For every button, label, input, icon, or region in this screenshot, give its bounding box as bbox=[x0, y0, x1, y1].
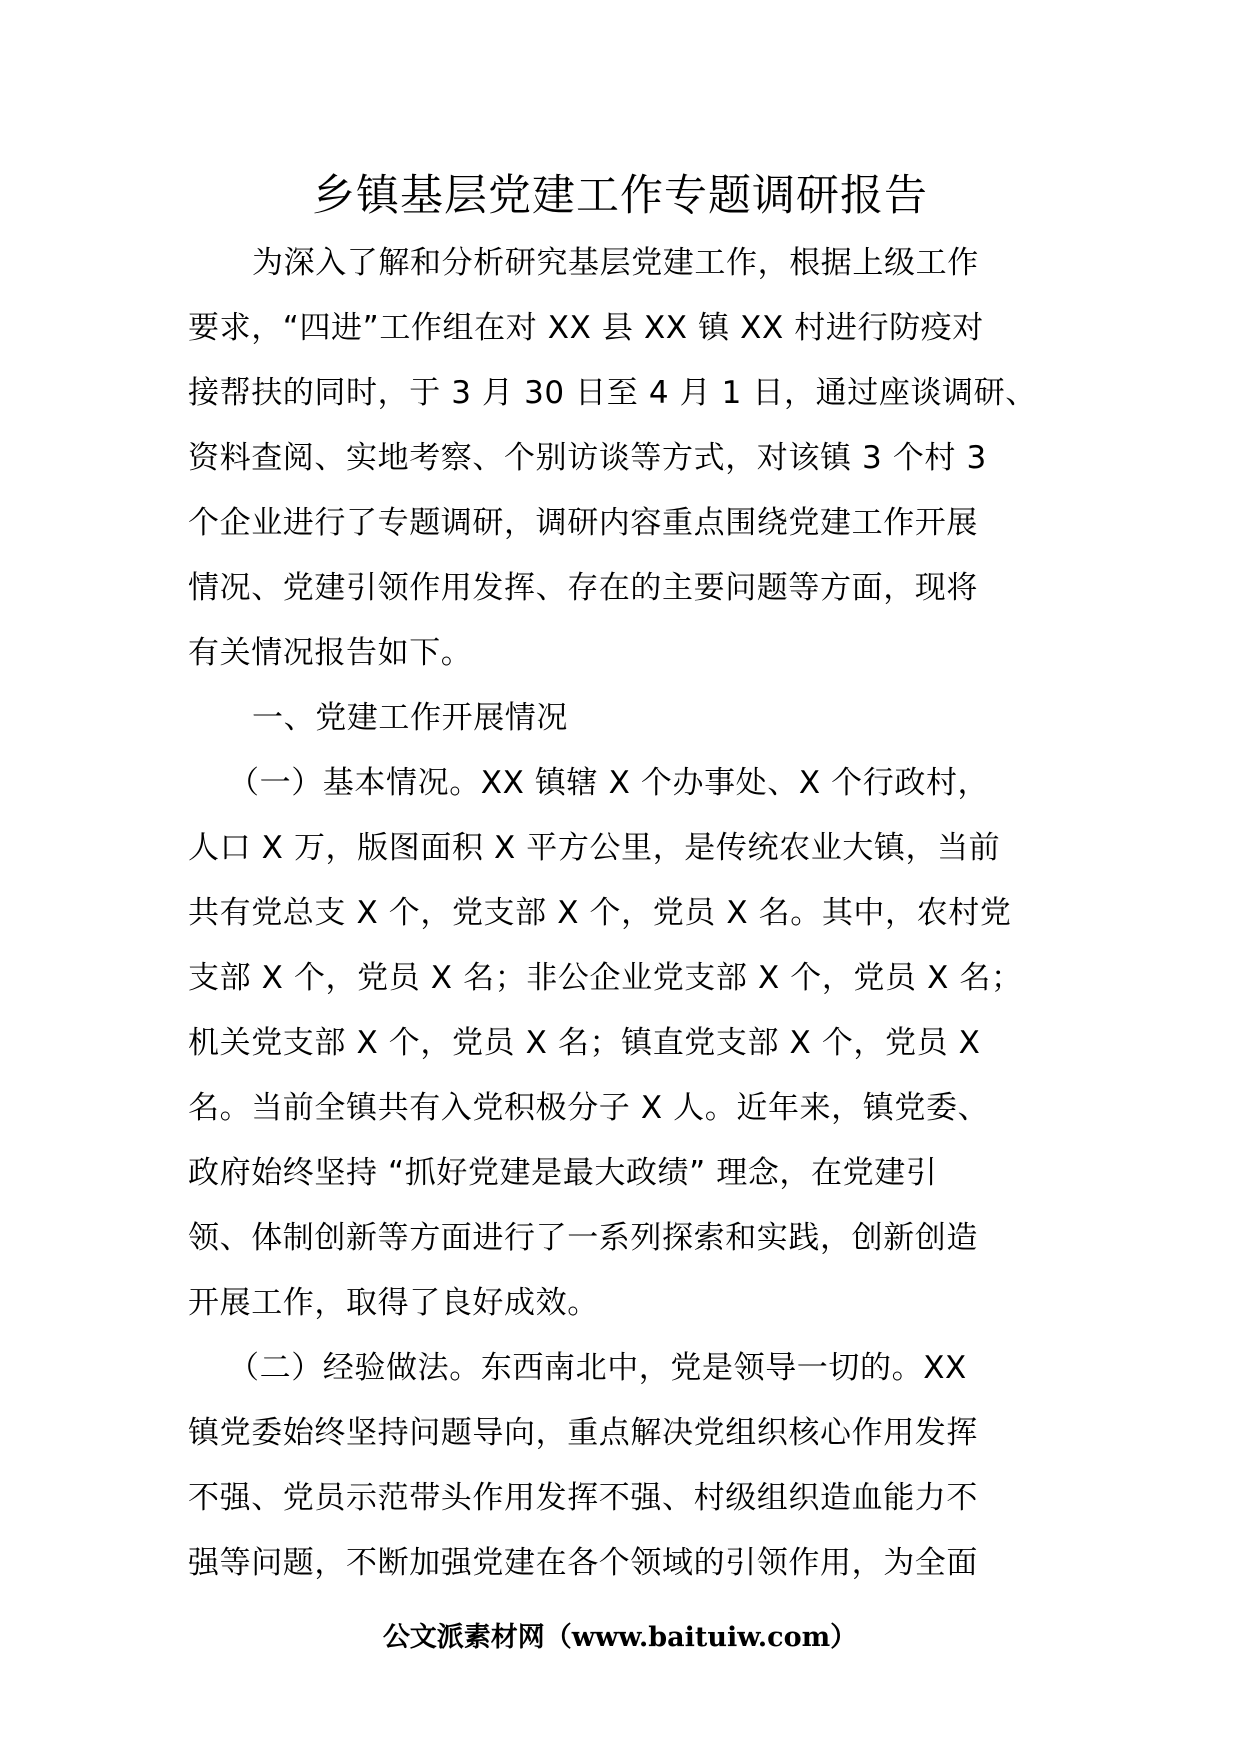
paragraph-line: 资料查阅、实地考察、个别访谈等方式，对该镇 3 个村 3 bbox=[188, 440, 987, 476]
paragraph-line: 机关党支部 X 个，党员 X 名；镇直党支部 X 个，党员 X bbox=[188, 1025, 981, 1061]
paragraph-line: 接帮扶的同时，于 3 月 30 日至 4 月 1 日，通过座谈调研、 bbox=[188, 375, 1037, 411]
paragraph-line: （二）经验做法。东西南北中，党是领导一切的。XX bbox=[228, 1350, 967, 1386]
paragraph-line: 名。当前全镇共有入党积极分子 X 人。近年来，镇党委、 bbox=[188, 1090, 990, 1126]
paragraph-line: 不强、党员示范带头作用发挥不强、村级组织造血能力不 bbox=[188, 1480, 978, 1516]
paragraph-line: 支部 X 个，党员 X 名；非公企业党支部 X 个，党员 X 名； bbox=[188, 960, 1023, 996]
paragraph-line: （一）基本情况。XX 镇辖 X 个办事处、X 个行政村， bbox=[228, 765, 990, 801]
paragraph-line: 人口 X 万，版图面积 X 平方公里，是传统农业大镇，当前 bbox=[188, 830, 1001, 866]
paragraph-line: 个企业进行了专题调研，调研内容重点围绕党建工作开展 bbox=[188, 505, 978, 541]
document-body bbox=[188, 231, 1060, 1596]
paragraph-line: 开展工作，取得了良好成效。 bbox=[188, 1285, 599, 1321]
document-title: 乡镇基层党建工作专题调研报告 bbox=[312, 171, 928, 221]
paragraph-line: 领、体制创新等方面进行了一系列探索和实践，创新创造 bbox=[188, 1220, 978, 1256]
paragraph-line: 强等问题，不断加强党建在各个领域的引领作用，为全面 bbox=[188, 1545, 978, 1581]
section-heading: 一、党建工作开展情况 bbox=[252, 700, 568, 736]
paragraph-line: 镇党委始终坚持问题导向，重点解决党组织核心作用发挥 bbox=[188, 1415, 978, 1451]
paragraph-line: 要求，“四进”工作组在对 XX 县 XX 镇 XX 村进行防疫对 bbox=[188, 310, 984, 346]
paragraph-line: 情况、党建引领作用发挥、存在的主要问题等方面，现将 bbox=[188, 570, 978, 606]
paragraph-line: 有关情况报告如下。 bbox=[188, 635, 473, 671]
paragraph-line: 为深入了解和分析研究基层党建工作，根据上级工作 bbox=[252, 245, 979, 281]
paragraph-line: 共有党总支 X 个，党支部 X 个，党员 X 名。其中，农村党 bbox=[188, 895, 1012, 931]
paragraph-line: 政府始终坚持 “抓好党建是最大政绩” 理念，在党建引 bbox=[188, 1155, 938, 1191]
footer-watermark: 公文派素材网（www.baituiw.com） bbox=[382, 1622, 858, 1653]
